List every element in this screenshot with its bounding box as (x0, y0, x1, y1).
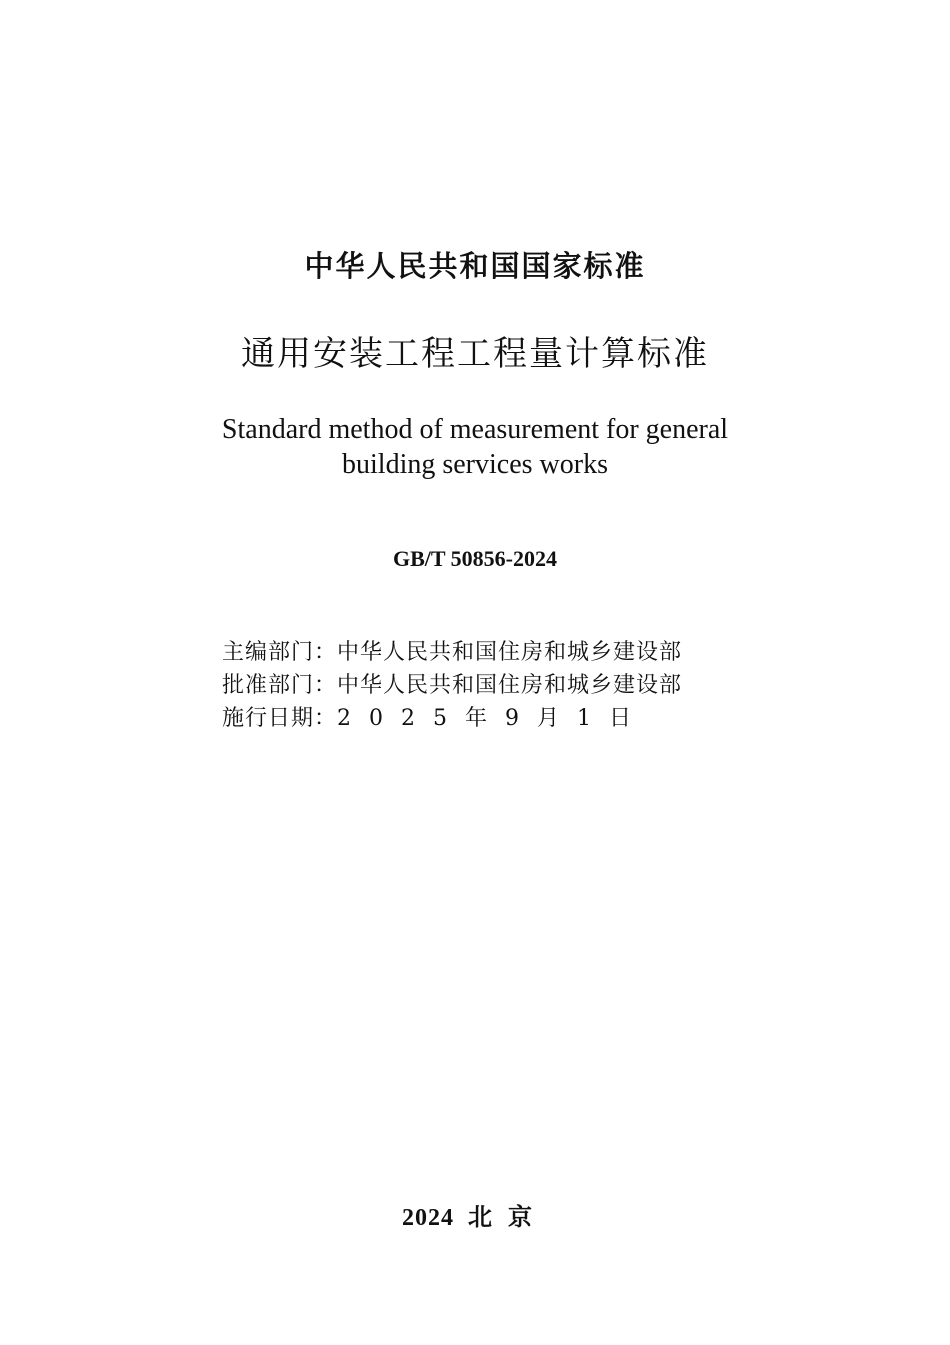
info-value: 中华人民共和国住房和城乡建设部 (337, 673, 683, 698)
document-title-english (0, 412, 950, 482)
standard-code: GB/T 50856-2024 (392, 546, 557, 571)
info-row-effective-date (222, 702, 682, 735)
publication-info (222, 636, 682, 735)
english-title-line-2: building services works (342, 449, 608, 480)
standard-series-heading: 中华人民共和国国家标准 (304, 249, 646, 283)
info-value: 中华人民共和国住房和城乡建设部 (337, 640, 683, 665)
info-row-chief-editor (222, 636, 682, 669)
publication-city: 北京 (468, 1203, 548, 1231)
english-title-line-1: Standard method of measurement for general (221, 414, 729, 445)
info-label: 施行日期： (222, 706, 338, 731)
document-title-chinese: 通用安装工程工程量计算标准 (241, 334, 709, 374)
info-label: 主编部门： (222, 640, 338, 665)
publication-year: 2024 (402, 1205, 454, 1231)
publication-footer (0, 1200, 950, 1235)
info-row-approval (222, 669, 682, 702)
info-value: 2025年9月1日 (337, 706, 649, 731)
info-label: 批准部门： (222, 673, 338, 698)
